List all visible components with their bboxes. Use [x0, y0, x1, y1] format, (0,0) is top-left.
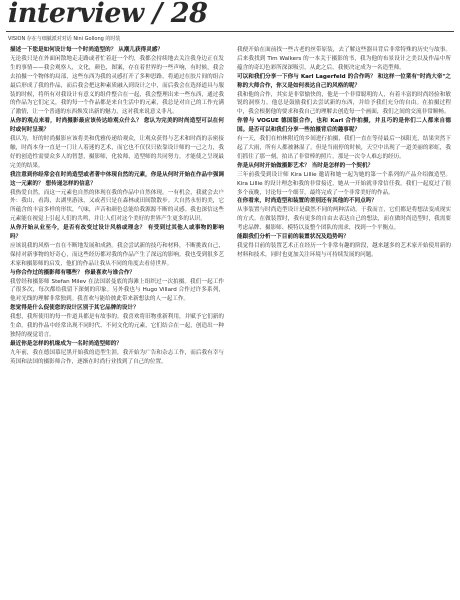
interview-answer: 有一天，我们在柏林附近的乡间进行拍摄，我们一直在等待最后一抹阳光，结果突然下起了大雨，所有人都被淋湿了。但是当雨停的时候，天空中出现了一道美丽的彩虹，我们抓住了那一刻，拍出了非常棒的照片，那是一次令人难忘的经历。	[237, 136, 451, 160]
interview-answer: 我想，我所使用的每一件道具都是有故事的。我喜欢将旧物重新利用，并赋予它们新的生命。我的作品中经常出现不同时代、不同文化的元素，它们结合在一起，创造出一种独特的视觉语言。	[10, 314, 224, 338]
interview-question: 能跟我们分析一下目前的装置状况及趋势吗？	[237, 234, 349, 241]
header-rule	[6, 31, 454, 32]
interview-answer: 我觉得目前的装置艺术正在经历一个非常有趣的阶段，越来越多的艺术家开始使用新的材料和技术，同时也更加关注环境与可持续发展的问题。	[237, 242, 451, 258]
interview-question: 与你合作过的摄影师有哪些？ 你最喜欢与谁合作？	[10, 269, 136, 276]
interview-answer: 三年前我受到设计师 Kira Lillie 邀请和她一起为她的第一个系列的产品介绍做造型。Kira Lillie 的设计理念和我的非常接近，她从一开始就非常信任我，我们一起度过了很多个夜晚，讨论每一个细节，最终完成了一个非常美好的作品。	[237, 171, 451, 196]
interview-answer: 九年前，我在德国慕尼黑开始我的造型生涯，我开始为广告和杂志工作，而后我有幸与英国和法国的摄影师合作，逐渐在时尚行业找到了自己的位置。	[10, 349, 224, 365]
interview-answer: 无论我只是在外面闲散地走走路或者忙着赶一个约，我都会持续地去关注我身边正在发生的事情——我会观察人，文化，颜色，图案，存在着世界的一些声响，有时候，我会去拍摄一个物体的局部，这些东西为我的灵感打开了多种思路，将通过在胶片间的组合最后形成了我的作品，而后我会把这种素质融入到设计之中，而后我会在选择道具与服装的时候，将所有对我设计有意义的组件整合在一起，我会整理出来一些东西，通过我的作品为它们定义，我的每一个作品都是来自生活中的元素，我总是对自己的工作充满了激情，让一个普通的东西焕发出新的魅力，这对我来说意义非凡。	[10, 55, 224, 116]
interview-question: 从你的观点来看，时尚摄影最应该传达给观众什么？ 您认为完美的时尚造型可以在何时或何时呈现？	[10, 118, 224, 134]
article-credit: VISION 存在与细腻派对对话 Nini Gollong 的时装	[8, 36, 121, 42]
interview-question: 在你看来，时尚造型和装置的差别还有其他的不同点吗？	[237, 198, 377, 205]
interview-question: 您觉得是什么促使您的设计区别于其它品牌的设计？	[10, 305, 139, 312]
interview-question: 可以和我们分享一下你与 Karl Lagerfeld 的合作吗？ 和这样一位業有"时尚大帝"之称的大师合作，你又是如何表达自己的风格的呢？	[237, 73, 451, 89]
interview-answer: 从事装置与时尚造型设计是截然不同的两种活动。于我而言，它们都是将想法变成现实的方式。在做装置时，我有更多的自由去表达自己的想法，而在做时尚造型时，我需要考虑品牌、摄影师、模特以及整个团队的需求，找到一个平衡点。	[237, 207, 451, 232]
interview-answer: 我和他的合作，其实是非常愉快的，他是一个非常聪明的人，有着丰富的时尚经验和敏锐的洞察力。他总是鼓励我们去尝试新的东西，并给予我们充分的自由。在拍摄过程中，我会根据他的要求和我自己的理解去创造每一个画面，我们之间的交流非常顺畅。	[237, 91, 451, 116]
interview-question: 从你开始从业至今，是否有改变过设计风格或理念？ 有受到过其他人或事物的影响吗？	[10, 225, 224, 241]
interview-question: 描述一下您是如何设计每一个时尚造型的？ 从潮儿获得灵感？	[10, 47, 163, 53]
interview-answer: 我认为，好的时尚摄影应该将美和优雅传递给观众，让观众获得与艺术和时尚的亲密接触，时尚本身一直是一门让人着迷的艺术，而它也不仅仅只依靠设计师的一己之力，我好的创造性需要众多人的智慧，摄影师，化妆师，造型师的共同努力，才能使之呈现最完美的结果。	[10, 136, 224, 169]
interview-question: 你曾与 VOGUE 德国版合作，也和 Karl 合作拍摄，并且巧的是你们二人都来自德国。是否可以和我们分享一些拍摄背后的趣事呢？	[237, 118, 451, 134]
interview-answer: 我曾经和摄影师 Stefan Milev 在法国诺曼底的海滩上组织过一次拍摄。我们一起工作了很多次，每次都给我留下深刻的印象。另外我也与 Hugo Villard 合作过许多系列，他对光线的理解非常独到。我喜欢与能给彼此带来新想法的人一起工作。	[10, 278, 224, 303]
magazine-title: interview / 28	[8, 0, 208, 29]
page-header	[8, 0, 452, 30]
interview-question: 最近你是怎样的机缘成为一名时尚造型师的？	[10, 340, 122, 347]
interview-question: 你是从何时开始做摄影艺术？ 当时是怎样的一个契机？	[237, 162, 374, 169]
text-column-right	[237, 46, 451, 260]
interview-answer: 我便开始在面前找一些古老的丝带原装，去了解这些器具背后非常特殊的历史与故事。后来我找到 Tim Walkers 的一本关于摄影的书，我为他的布景设计之美以及作品中所蕴含的奇幻色彩所深深吸引，从此之后，我便决定成为一名造型师。	[237, 47, 451, 71]
interview-answer: 我热爱自然，而这一元素也自然的体现在我的作品中自然体现。一有机会，我就会去户外：我山，看海，去湖里游泳，又或者只是在森林或田间散散步。大自然永恒的美，它所蕴含的丰富多样的形状，气味，声音和颜色总能给我源源不断的灵感。我也深信这些元素能在视觉上引起人们的共鸣，并让人们对这个美好的世界产生更多的认识。	[10, 189, 224, 223]
interview-question: 我注意到你经常会在时尚造型或者著中体现自然的元素，你是从何时开始在作品中强调这一元素的？ 想传递怎样的信息？	[10, 171, 224, 187]
text-column-left	[10, 46, 224, 367]
interview-answer: 应该说我的风格一直在不断地发展和成熟。我会尝试新的技巧和材料，不断挑战自己，保持对新事物的好奇心，而这些经历都对我的作品产生了深远的影响。我也受到很多艺术家和摄影师的启发，他们的作品让我从不同的角度去看待世界。	[10, 242, 224, 267]
